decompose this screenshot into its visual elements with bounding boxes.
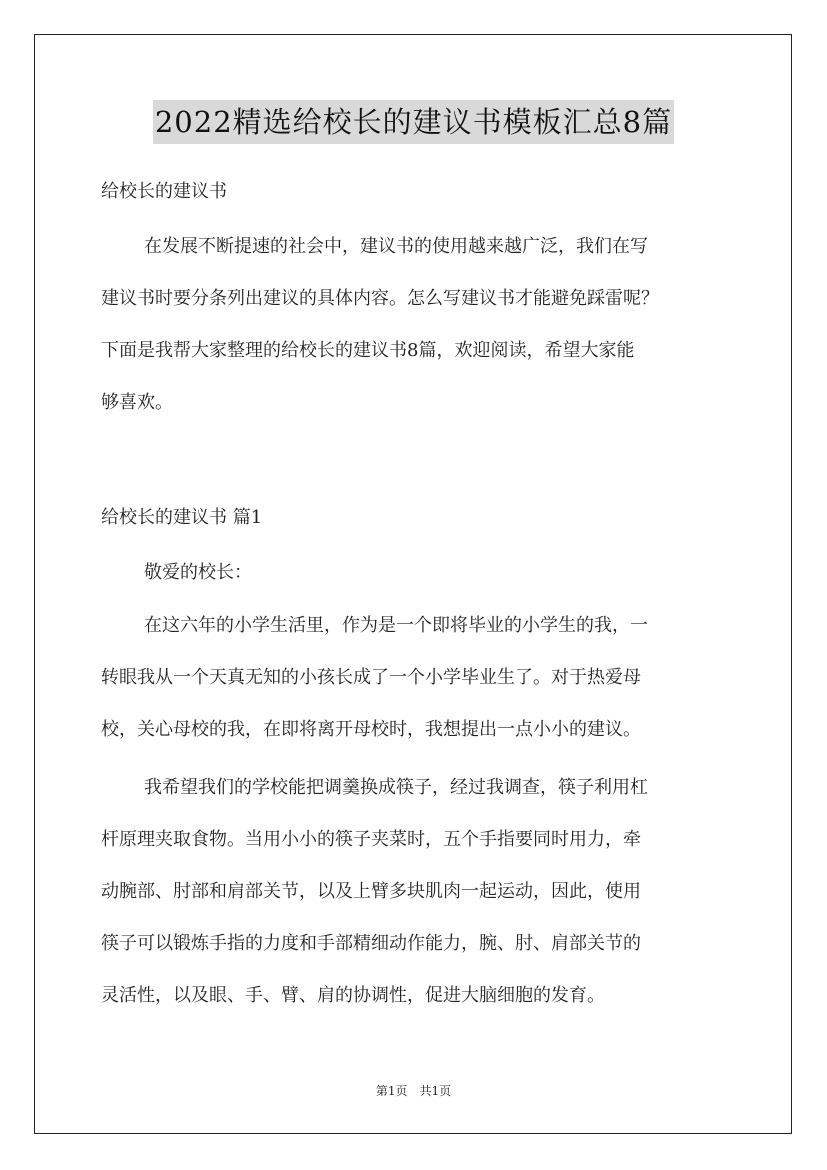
paragraph-line: 建议书时要分条列出建议的具体内容。怎么写建议书才能避免踩雷呢？ <box>101 288 659 309</box>
intro-paragraph <box>101 235 727 443</box>
paragraph-line: 下面是我帮大家整理的给校长的建议书8篇，欢迎阅读，希望大家能 <box>101 340 635 361</box>
paragraph-line: 我希望我们的学校能把调羹换成筷子，经过我调查，筷子利用杠 <box>144 777 648 798</box>
document-title: 2022精选给校长的建议书模板汇总8篇 <box>153 100 674 144</box>
section-heading: 给校长的建议书 篇1 <box>101 507 263 528</box>
paragraph-line: 筷子可以锻炼手指的力度和手部精细动作能力，腕、肘、肩部关节的 <box>101 933 641 954</box>
paragraph-line: 转眼我从一个天真无知的小孩长成了一个小学毕业生了。对于热爱母 <box>101 667 641 688</box>
paragraph-line: 灵活性，以及眼、手、臂、肩的协调性，促进大脑细胞的发育。 <box>101 985 605 1006</box>
intro-heading: 给校长的建议书 <box>101 181 227 202</box>
paragraph-line: 在这六年的小学生活里，作为是一个即将毕业的小学生的我，一 <box>144 615 648 636</box>
paragraph-line: 校，关心母校的我，在即将离开母校时，我想提出一点小小的建议。 <box>101 719 641 740</box>
paragraph-2 <box>101 776 727 1036</box>
title-container <box>0 100 827 144</box>
paragraph-line: 够喜欢。 <box>101 392 173 413</box>
paragraph-1 <box>101 614 727 770</box>
paragraph-line: 在发展不断提速的社会中，建议书的使用越来越广泛，我们在写 <box>144 236 648 257</box>
paragraph-line: 动腕部、肘部和肩部关节，以及上臂多块肌肉一起运动，因此，使用 <box>101 881 641 902</box>
salutation: 敬爱的校长： <box>144 562 252 583</box>
paragraph-line: 杆原理夹取食物。当用小小的筷子夹菜时，五个手指要同时用力，牵 <box>101 829 641 850</box>
page-footer: 第1页 共1页 <box>375 1084 452 1098</box>
